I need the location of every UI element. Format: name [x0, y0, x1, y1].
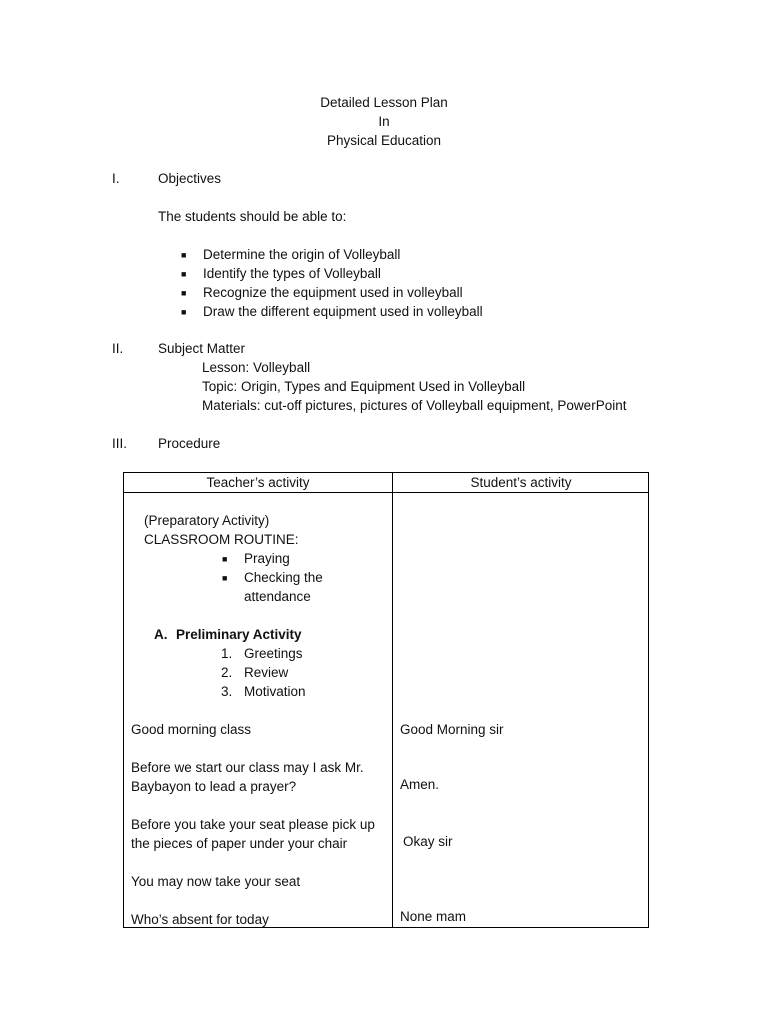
- table-column-divider: [392, 473, 393, 927]
- teacher-line: Who’s absent for today: [131, 912, 269, 927]
- section-heading-subject-matter: Subject Matter: [158, 341, 246, 356]
- prelim-item-number: 2.: [221, 665, 233, 680]
- objective-item: Recognize the equipment used in volleyball: [203, 285, 463, 300]
- prelim-item: Motivation: [244, 684, 306, 699]
- header-teacher-activity: Teacher’s activity: [206, 475, 310, 490]
- objective-item: Identify the types of Volleyball: [203, 266, 381, 281]
- teacher-line: Good morning class: [131, 722, 252, 737]
- preliminary-letter: A.: [154, 627, 168, 642]
- procedure-table: [123, 472, 649, 928]
- square-bullet-icon: ■: [181, 307, 187, 317]
- routine-item: attendance: [244, 589, 311, 604]
- teacher-line: Baybayon to lead a prayer?: [131, 779, 297, 794]
- title-line-1: Detailed Lesson Plan: [320, 95, 448, 110]
- section-numeral-objectives: I.: [112, 171, 120, 186]
- subject-materials: Materials: cut-off pictures, pictures of Volleyball equipment, PowerPoint: [202, 398, 627, 413]
- objective-item: Determine the origin of Volleyball: [203, 247, 401, 262]
- student-line: None mam: [400, 909, 467, 924]
- square-bullet-icon: ■: [181, 250, 187, 260]
- section-numeral-subject-matter: II.: [112, 341, 124, 356]
- subject-topic: Topic: Origin, Types and Equipment Used in Volleyball: [202, 379, 526, 394]
- square-bullet-icon: ■: [181, 288, 187, 298]
- preparatory-activity: (Preparatory Activity): [144, 513, 270, 528]
- section-heading-objectives: Objectives: [158, 171, 222, 186]
- prelim-item-number: 1.: [221, 646, 233, 661]
- teacher-line: You may now take your seat: [131, 874, 301, 889]
- objectives-intro: The students should be able to:: [158, 209, 347, 224]
- student-line: Good Morning sir: [400, 722, 504, 737]
- square-bullet-icon: ■: [181, 269, 187, 279]
- title-line-3: Physical Education: [326, 133, 442, 148]
- subject-lesson: Lesson: Volleyball: [202, 360, 311, 375]
- objective-item: Draw the different equipment used in volleyball: [203, 304, 483, 319]
- preliminary-activity: Preliminary Activity: [176, 627, 302, 642]
- teacher-line: the pieces of paper under your chair: [131, 836, 348, 851]
- prelim-item: Greetings: [244, 646, 303, 661]
- table-header-divider: [124, 492, 648, 493]
- teacher-line: Before we start our class may I ask Mr.: [131, 760, 364, 775]
- student-line: Amen.: [400, 777, 440, 792]
- prelim-item: Review: [244, 665, 289, 680]
- routine-item: Praying: [244, 551, 290, 566]
- square-bullet-icon: ■: [222, 573, 228, 583]
- student-line: Okay sir: [403, 834, 453, 849]
- routine-item: Checking the: [244, 570, 323, 585]
- title-line-2: In: [378, 114, 390, 129]
- teacher-line: Before you take your seat please pick up: [131, 817, 375, 832]
- section-heading-procedure: Procedure: [158, 436, 221, 451]
- header-student-activity: Student’s activity: [470, 475, 572, 490]
- prelim-item-number: 3.: [221, 684, 233, 699]
- square-bullet-icon: ■: [222, 554, 228, 564]
- section-numeral-procedure: III.: [112, 436, 128, 451]
- classroom-routine: CLASSROOM ROUTINE:: [144, 532, 299, 547]
